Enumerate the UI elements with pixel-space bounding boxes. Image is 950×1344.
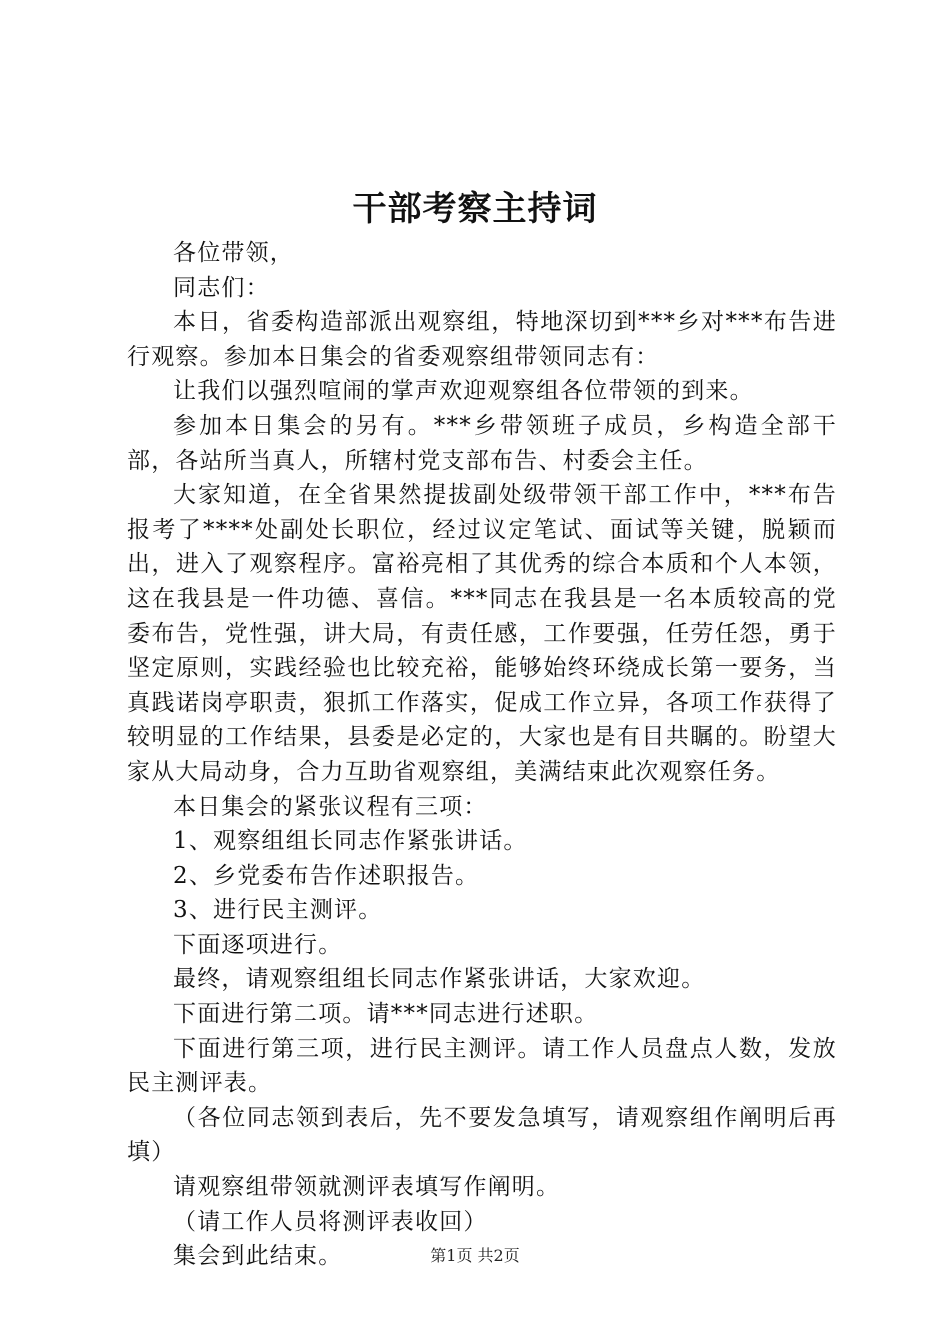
document-title: 干部考察主持词 [352, 189, 598, 229]
page-footer: 第1页 共2页 [430, 1246, 520, 1265]
paragraph-collect-forms: （请工作人员将测评表收回） [173, 1208, 488, 1235]
paragraph-agenda-intro: 本日集会的紧张议程有三项： [173, 793, 488, 820]
paragraph-proceed: 下面逐项进行。 [173, 931, 343, 958]
paragraph-agenda-item-2: 2、乡党委布告作述职报告。 [173, 862, 480, 889]
paragraph-form-note: （各位同志领到表后，先不要发急填写，请观察组作阐明后再填） [127, 1104, 837, 1166]
paragraph-introduction: 本日，省委构造部派出观察组，特地深切到***乡对***布告进行观察。参加本日集会的省委观察组带领同志有： [127, 309, 837, 370]
paragraph-agenda-item-3: 3、进行民主测评。 [173, 897, 383, 924]
paragraph-welcome: 让我们以强烈喧闹的掌声欢迎观察组各位带领的到来。 [173, 378, 754, 405]
paragraph-third-item: 下面进行第三项，进行民主测评。请工作人员盘点人数，发放民主测评表。 [127, 1035, 837, 1097]
paragraph-closing: 集会到此结束。 [173, 1243, 343, 1270]
paragraph-agenda-item-1: 1、观察组组长同志作紧张讲话。 [173, 828, 528, 855]
paragraph-greeting-comrades: 同志们： [173, 274, 270, 301]
document-body [127, 236, 837, 1274]
paragraph-second-item: 下面进行第二项。请***同志进行述职。 [173, 1001, 599, 1028]
paragraph-form-explanation: 请观察组带领就测评表填写作阐明。 [173, 1174, 561, 1201]
paragraph-speech: 最终，请观察组组长同志作紧张讲话，大家欢迎。 [173, 966, 706, 993]
paragraph-candidate-overview: 大家知道，在全省果然提拔副处级带领干部工作中，***布告报考了****处副处长职位，经过议定笔试、面试等关键，脱颖而出，进入了观察程序。富裕亮相了其优秀的综合本质和个人本领，这在我县是一件功德、喜信。***同志在我县是一名本质较高的党委布告，党性强，讲大局，有责任感，工作要强，任劳任怨，勇于坚定原则，实践经验也比较充裕，能够始终环绕成长第一要务，当真践诺岗亭职责，狠抓工作落实，促成工作立异，各项工作获得了较明显的工作结果，县委是必定的，大家也是有目共瞩的。盼望大家从大局动身，合力互助省观察组，美满结束此次观察任务。 [127, 482, 837, 785]
paragraph-greeting-leaders: 各位带领， [173, 240, 294, 266]
paragraph-attendees: 参加本日集会的另有。***乡带领班子成员，乡构造全部干部，各站所当真人，所辖村党支部布告、村委会主任。 [127, 412, 837, 474]
